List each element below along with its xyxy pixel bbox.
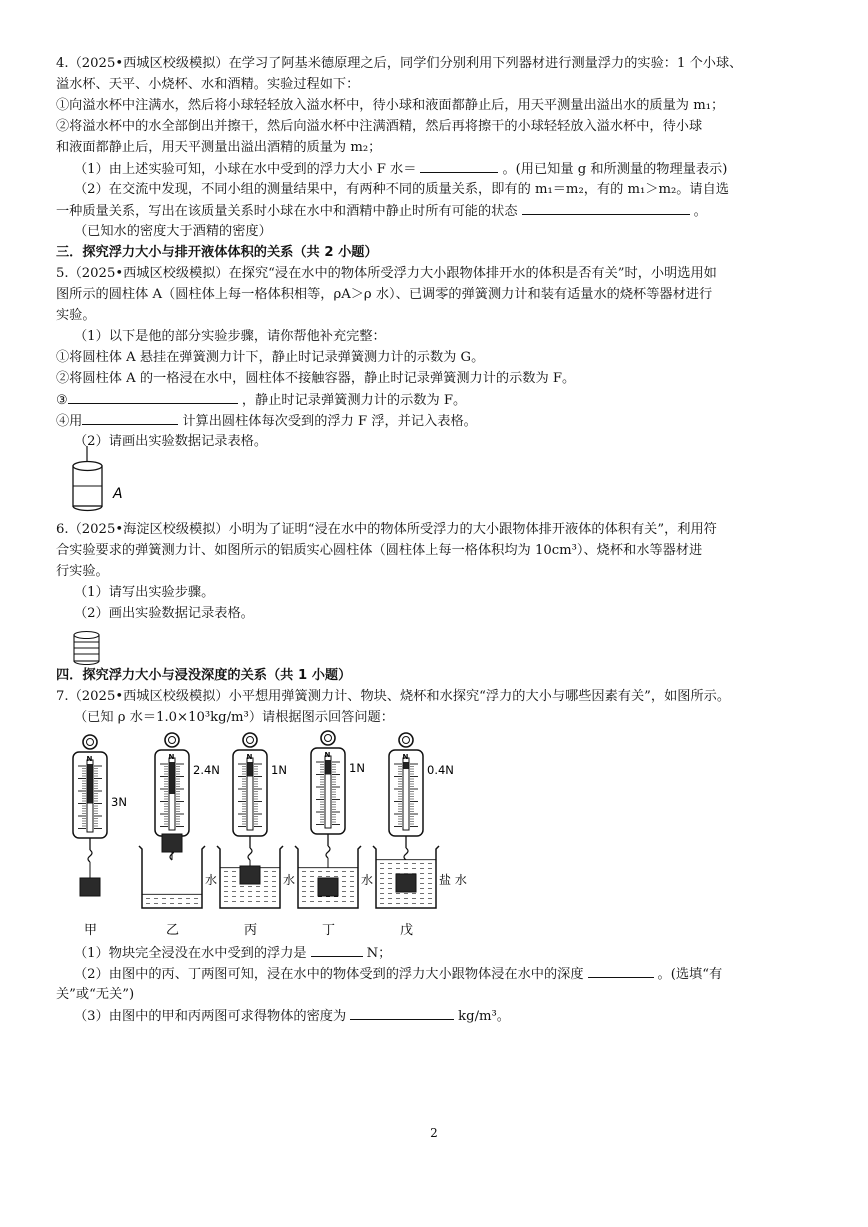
q7-answer-blank-3[interactable]: [350, 1005, 454, 1020]
page-number: 2: [430, 1126, 438, 1140]
q7-part-2-text: （2）由图中的丙、丁两图可知，浸在水中的物体受到的浮力大小跟物体浸在水中的深度: [74, 967, 584, 982]
spring-scale-setup-3: [217, 733, 295, 938]
cylinder-a-label: A: [113, 486, 123, 502]
q4-part-2-tail: 。: [693, 204, 707, 219]
q5-step-4-marker: ④用: [56, 414, 83, 429]
scale-reading-label: 3N: [111, 795, 127, 809]
q5-line-1: 5.（2025•西城区校级模拟）在探究“浸在水中的物体所受浮力大小跟物体排开水的体积是否有关”时，小明选用如: [56, 266, 717, 281]
q5-step-4: [56, 410, 828, 432]
q4-line-4: ②将溢水杯中的水全部倒出并擦干，然后向溢水杯中注满酒精，然后再将擦干的小球轻轻放入溢水杯中，待小球: [56, 119, 703, 134]
scale-ring: [243, 733, 257, 747]
scale-ring: [83, 735, 97, 749]
q4-part-1-tail: 。(用已知量 g 和所测量的物理量表示): [502, 162, 728, 177]
section-4-heading: 四．探究浮力大小与浸没深度的关系（共 1 小题）: [56, 668, 352, 683]
q4-part-2-note: （已知水的密度大于酒精的密度）: [74, 224, 272, 239]
q7-part-1: [74, 942, 828, 964]
q6-line-5: （2）画出实验数据记录表格。: [74, 606, 254, 621]
q4-answer-blank-1[interactable]: [420, 158, 498, 173]
spring-scale-setup-1: [73, 735, 127, 938]
metal-block: [80, 878, 100, 896]
scale-n-mark: N: [168, 753, 175, 761]
q7-part-1-unit: N；: [366, 946, 392, 961]
scale-pointer: [88, 764, 93, 804]
q4-part-1-text: （1）由上述实验可知，小球在水中受到的浮力大小 F 水＝: [74, 162, 417, 177]
q7-part-2-tail: 。(选填“有: [657, 967, 723, 982]
figure-caption: 乙: [166, 923, 180, 938]
q7-part-2-line-2: 关”或“无关”): [56, 987, 135, 1002]
spring-scale-setup-2: [139, 733, 220, 938]
q5-step-3-marker: ③: [56, 393, 68, 408]
q5-step-2: ②将圆柱体 A 的一格浸在水中，圆柱体不接触容器，静止时记录弹簧测力计的示数为 F。: [56, 371, 576, 386]
q5-step-1: ①将圆柱体 A 悬挂在弹簧测力计下，静止时记录弹簧测力计的示数为 G。: [56, 350, 485, 365]
q5-line-5: （2）请画出实验数据记录表格。: [74, 434, 268, 449]
figure-caption: 丁: [322, 923, 336, 938]
q4-line-1: 4.（2025•西城区校级模拟）在学习了阿基米德原理之后，同学们分别利用下列器材进行测量浮力的实验：1 个小球、: [56, 56, 743, 71]
scale-n-mark: N: [86, 755, 93, 763]
liquid-label: 水: [361, 873, 374, 887]
metal-block: [318, 878, 338, 896]
aluminium-cylinder-figure: [70, 630, 104, 666]
scale-reading-label: 1N: [271, 763, 287, 777]
scale-ring: [399, 733, 413, 747]
spring-scale-figure: [60, 728, 480, 940]
figure-caption: 丙: [244, 923, 258, 938]
scale-n-mark: N: [402, 753, 409, 761]
scale-n-mark: N: [324, 751, 331, 759]
q4-line-5: 和液面都静止后，用天平测量出溢出酒精的质量为 m₂；: [56, 140, 382, 155]
q4-part-1: [74, 158, 828, 180]
section-3-heading: 三．探究浮力大小与排开液体体积的关系（共 2 小题）: [56, 245, 378, 260]
q4-part-2-line-2: [56, 200, 828, 222]
scale-ring: [321, 731, 335, 745]
q5-step-4-text: 计算出圆柱体每次受到的浮力 F 浮，并记入表格。: [182, 414, 477, 429]
metal-block: [396, 874, 416, 892]
q6-line-3: 行实验。: [56, 564, 109, 579]
scale-reading-label: 2.4N: [193, 763, 220, 777]
scale-pointer: [404, 762, 409, 769]
q6-line-4: （1）请写出实验步骤。: [74, 585, 215, 600]
cylinder-a-base: [73, 506, 102, 510]
q4-line-2: 溢水杯、天平、小烧杯、水和酒精。实验过程如下：: [56, 77, 360, 92]
q4-answer-blank-2[interactable]: [522, 200, 690, 215]
q7-line-1: 7.（2025•西城区校级模拟）小平想用弹簧测力计、物块、烧杯和水探究“浮力的大小与哪些因素有关”，如图所示。: [56, 689, 731, 704]
scale-pointer: [326, 760, 331, 775]
q5-step-3: [56, 389, 828, 411]
scale-reading-label: 1N: [349, 761, 365, 775]
liquid-label: 盐 水: [439, 873, 467, 887]
liquid-label: 水: [283, 873, 296, 887]
aluminium-cylinder-top: [74, 632, 99, 639]
q7-part-1-text: （1）物块完全浸没在水中受到的浮力是: [74, 946, 307, 961]
q4-part-2-text: 一种质量关系，写出在该质量关系时小球在水中和酒精中静止时所有可能的状态: [56, 204, 518, 219]
scale-pointer: [248, 762, 253, 777]
q7-answer-blank-2[interactable]: [588, 963, 654, 978]
scale-n-mark: N: [246, 753, 253, 761]
q7-answer-blank-1[interactable]: [311, 942, 363, 957]
metal-block: [162, 834, 182, 852]
q5-answer-blank-step-3[interactable]: [68, 389, 238, 404]
q6-line-1: 6.（2025•海淀区校级模拟）小明为了证明“浸在水中的物体所受浮力的大小跟物体排开液体的体积有关”，利用符: [56, 522, 717, 537]
q7-part-3-unit: kg/m³。: [458, 1009, 510, 1024]
q5-line-3: 实验。: [56, 308, 96, 323]
beaker-liquid: [143, 894, 201, 908]
cylinder-a-figure: [66, 446, 136, 512]
q7-part-3: [74, 1005, 828, 1027]
scale-reading-label: 0.4N: [427, 763, 454, 777]
cylinder-a-top: [73, 462, 102, 471]
metal-block: [240, 866, 260, 884]
liquid-label: 水: [205, 873, 218, 887]
q5-line-4: （1）以下是他的部分实验步骤，请你帮他补充完整：: [74, 329, 386, 344]
figure-caption: 戊: [400, 923, 414, 938]
spring-scale-setup-4: [295, 731, 373, 938]
scale-ring: [165, 733, 179, 747]
q5-step-3-text: ，静止时记录弹簧测力计的示数为 F。: [241, 393, 467, 408]
q5-line-2: 图所示的圆柱体 A（圆柱体上每一格体积相等，ρA＞ρ 水）、已调零的弹簧测力计和装有适量水的烧杯等器材进行: [56, 287, 713, 302]
q7-part-2-line-1: [74, 963, 828, 985]
q6-line-2: 合实验要求的弹簧测力计、如图所示的铝质实心圆柱体（圆柱体上每一格体积均为 10cm³）、烧杯和水等器材进: [56, 543, 703, 558]
spring-scale-setup-5: [373, 733, 467, 938]
scale-pointer: [170, 762, 175, 794]
q5-answer-blank-step-4[interactable]: [82, 410, 178, 425]
q7-part-3-text: （3）由图中的甲和丙两图可求得物体的密度为: [74, 1009, 347, 1024]
q7-line-2: （已知 ρ 水＝1.0×10³kg/m³）请根据图示回答问题：: [74, 710, 394, 725]
q4-line-3: ①向溢水杯中注满水，然后将小球轻轻放入溢水杯中，待小球和液面都静止后，用天平测量出溢出水的质量为 m₁；: [56, 98, 725, 113]
figure-caption: 甲: [84, 923, 98, 938]
q4-part-2-line-1: （2）在交流中发现，不同小组的测量结果中，有两种不同的质量关系，即有的 m₁＝m₂，有的 m₁＞m₂。请自选: [74, 182, 729, 197]
